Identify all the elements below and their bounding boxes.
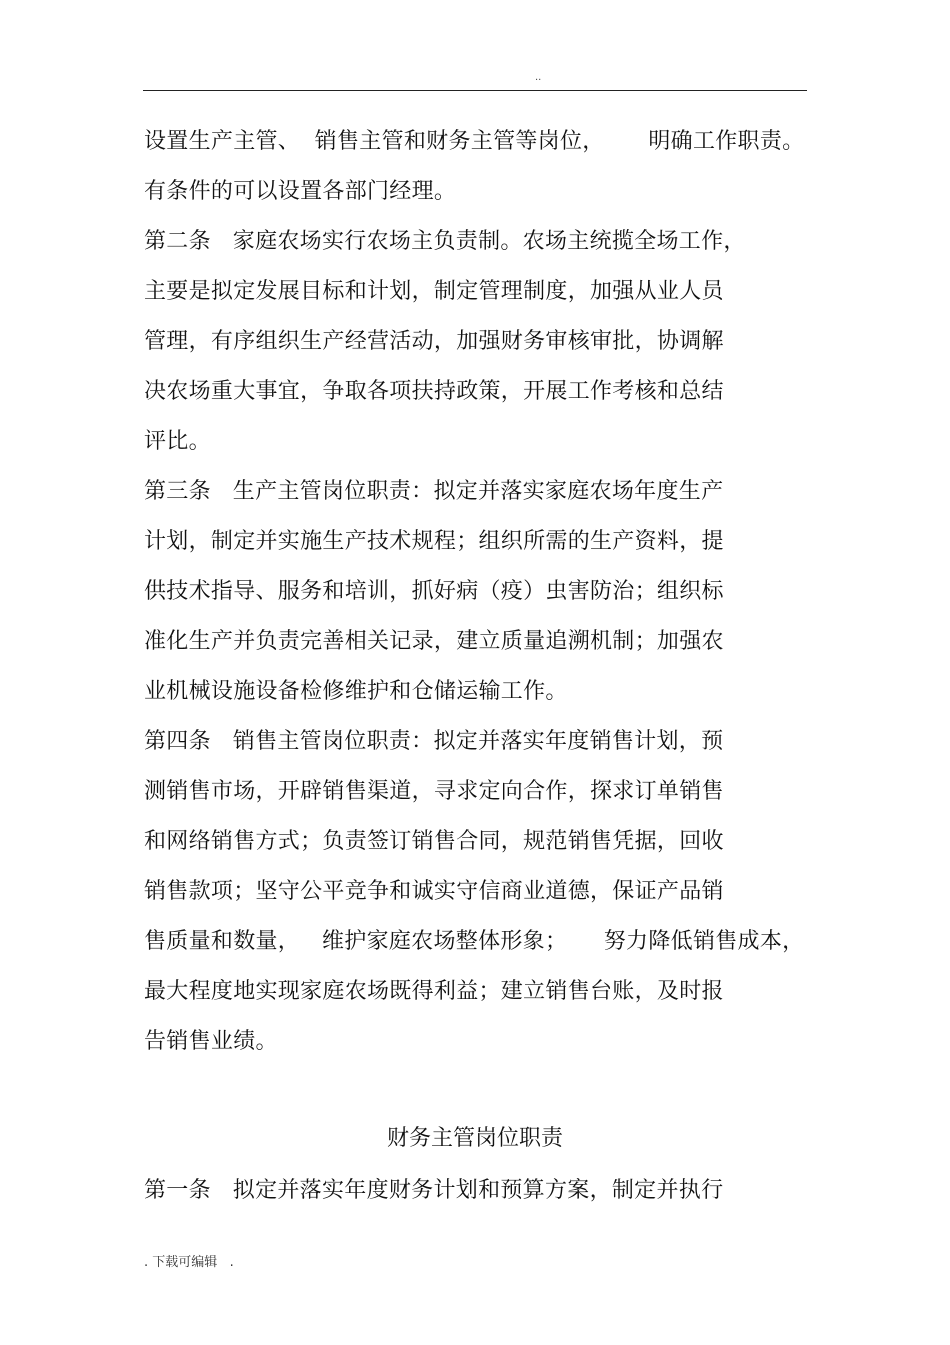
text-line: 供技术指导、服务和培训，抓好病（疫）虫害防治；组织标 [144, 579, 724, 604]
text-line: 和网络销售方式；负责签订销售合同，规范销售凭据，回收 [144, 829, 724, 854]
text-line: 准化生产并负责完善相关记录，建立质量追溯机制；加强农 [144, 629, 724, 654]
text-line: 管理，有序组织生产经营活动，加强财务审核审批，协调解 [144, 329, 724, 354]
header-rule [143, 90, 807, 91]
text-line: 第三条 生产主管岗位职责：拟定并落实家庭农场年度生产 [144, 479, 724, 504]
text-line: 业机械设施设备检修维护和仓储运输工作。 [144, 679, 568, 704]
footer-note: . 下载可编辑 . [144, 1255, 234, 1270]
text-line: 主要是拟定发展目标和计划，制定管理制度，加强从业人员 [144, 279, 724, 304]
text-line: 售质量和数量， 维护家庭农场整体形象； 努力降低销售成本， [144, 929, 805, 954]
text-line: 设置生产主管、 销售主管和财务主管等岗位， 明确工作职责。 [144, 129, 805, 154]
text-line: 第二条 家庭农场实行农场主负责制。农场主统揽全场工作， [144, 229, 746, 254]
text-line: 最大程度地实现家庭农场既得利益；建立销售台账，及时报 [144, 979, 724, 1004]
text-line: 评比。 [144, 429, 211, 454]
text-line: 决农场重大事宜，争取各项扶持政策，开展工作考核和总结 [144, 379, 724, 404]
text-line: 计划，制定并实施生产技术规程；组织所需的生产资料，提 [144, 529, 724, 554]
text-line: 告销售业绩。 [144, 1029, 278, 1054]
section-title: 财务主管岗位职责 [386, 1126, 563, 1151]
text-line: 第四条 销售主管岗位职责：拟定并落实年度销售计划，预 [144, 729, 724, 754]
text-line: 第一条 拟定并落实年度财务计划和预算方案，制定并执行 [144, 1178, 724, 1203]
header-mark: .. [535, 72, 542, 83]
text-line: 测销售市场，开辟销售渠道，寻求定向合作，探求订单销售 [144, 779, 724, 804]
text-line: 销售款项；坚守公平竞争和诚实守信商业道德，保证产品销 [144, 879, 724, 904]
text-line: 有条件的可以设置各部门经理。 [144, 179, 457, 204]
